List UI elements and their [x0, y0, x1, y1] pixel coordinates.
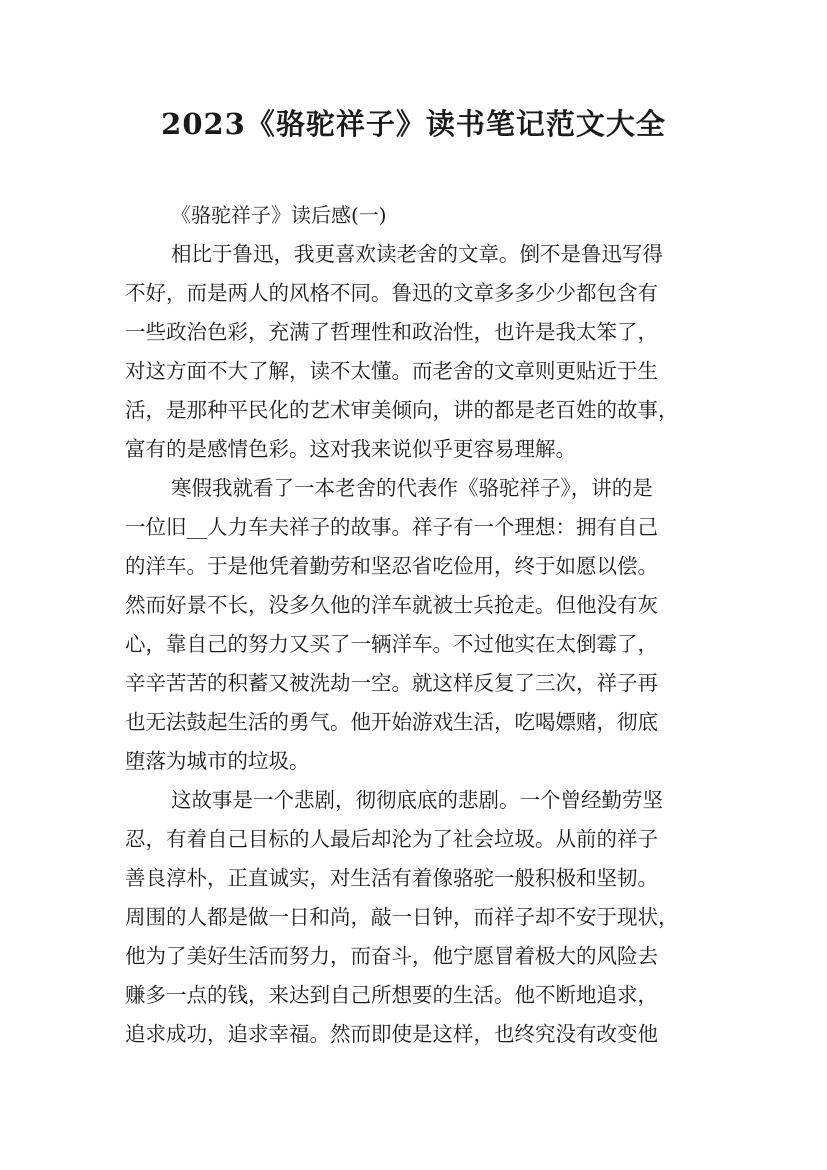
paragraph-line: 辛辛苦苦的积蓄又被洗劫一空。就这样反复了三次，祥子再: [125, 671, 658, 695]
document-title: 2023《骆驼祥子》读书笔记范文大全: [161, 107, 666, 141]
paragraph-line: 一些政治色彩，充满了哲理性和政治性，也许是我太笨了，: [125, 320, 658, 344]
paragraph-line: 周围的人都是做一日和尚，敲一日钟，而祥子却不安于现状，: [125, 905, 679, 929]
paragraph-line: 心，靠自己的努力又买了一辆洋车。不过他实在太倒霉了，: [125, 632, 658, 656]
paragraph-line: 也无法鼓起生活的勇气。他开始游戏生活，吃喝嫖赌，彻底: [125, 710, 658, 734]
paragraph-line: 相比于鲁迅，我更喜欢读老舍的文章。倒不是鲁迅写得: [171, 242, 663, 266]
paragraph-line: 寒假我就看了一本老舍的代表作《骆驼祥子》，讲的是: [171, 476, 653, 500]
paragraph-line: 富有的是感情色彩。这对我来说似乎更容易理解。: [125, 437, 576, 461]
paragraph-line: 一位旧__人力车夫祥子的故事。祥子有一个理想：拥有自己: [125, 515, 658, 539]
paragraph-line: 他为了美好生活而努力，而奋斗，他宁愿冒着极大的风险去: [125, 944, 658, 968]
paragraph-line: 追求成功，追求幸福。然而即使是这样，也终究没有改变他: [125, 1022, 658, 1046]
paragraph-line: 堕落为城市的垃圾。: [125, 749, 310, 773]
paragraph-line: 对这方面不大了解，读不太懂。而老舍的文章则更贴近于生: [125, 359, 658, 383]
paragraph-line: 善良淳朴，正直诚实，对生活有着像骆驼一般积极和坚韧。: [125, 866, 658, 890]
paragraph-line: 然而好景不长，没多久他的洋车就被士兵抢走。但他没有灰: [125, 593, 658, 617]
paragraph-line: 的洋车。于是他凭着勤劳和坚忍省吃俭用，终于如愿以偿。: [125, 554, 658, 578]
document-body: [125, 196, 715, 1054]
paragraph-line: 活，是那种平民化的艺术审美倾向，讲的都是老百姓的故事，: [125, 398, 679, 422]
section-heading: 《骆驼祥子》读后感(一): [171, 203, 387, 227]
paragraph-line: 这故事是一个悲剧，彻彻底底的悲剧。一个曾经勤劳坚: [171, 788, 663, 812]
paragraph-line: 不好，而是两人的风格不同。鲁迅的文章多多少少都包含有: [125, 281, 658, 305]
paragraph-line: 忍，有着自己目标的人最后却沦为了社会垃圾。从前的祥子: [125, 827, 658, 851]
paragraph-line: 赚多一点的钱，来达到自己所想要的生活。他不断地追求，: [125, 983, 658, 1007]
